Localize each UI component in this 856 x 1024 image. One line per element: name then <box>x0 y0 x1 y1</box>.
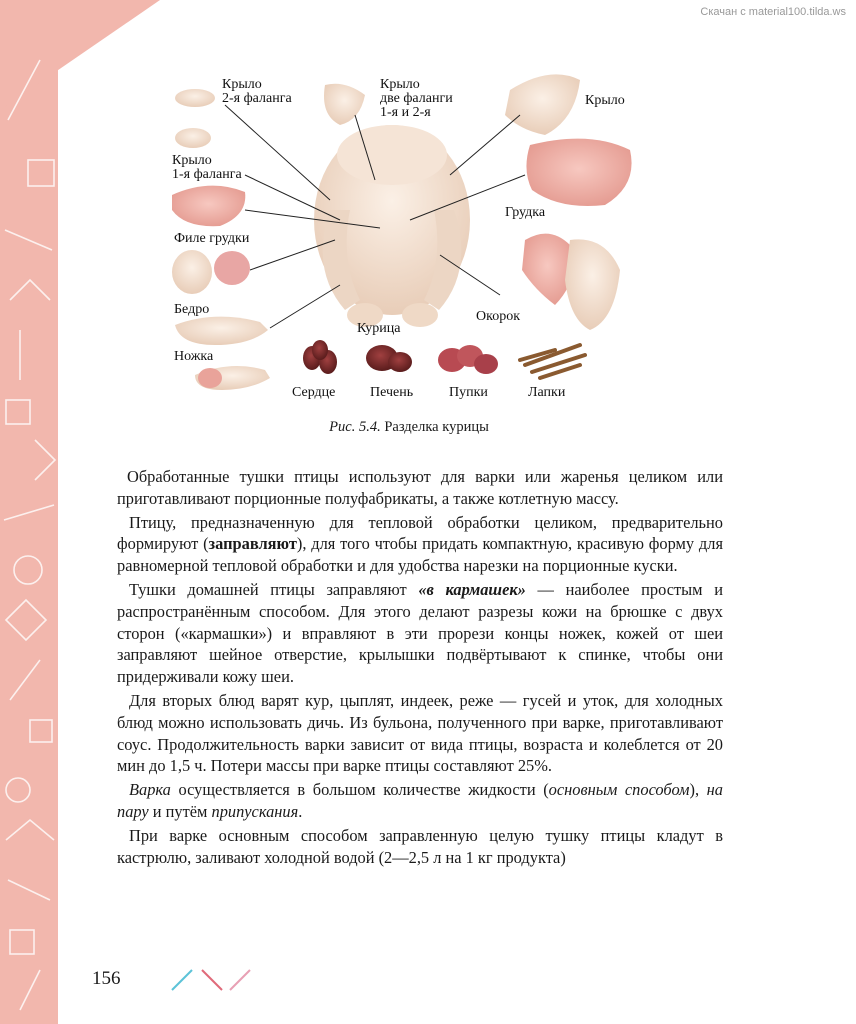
label-chicken: Курица <box>357 321 401 336</box>
label-wing-2nd-phalanx: Крыло 2-я фаланга <box>222 77 292 106</box>
paragraph-3: Тушки домашней птицы заправляют «в кармашек» — наиболее простым и распространённым способом. Для этого делают разрезы кожи на брюшке с двух сторон («кармашки») и вправляют в эти прорези концы ножек, кожей от шеи заправляют шейное отверстие, крылышки подвёртывают к спинке, чтобы они придерживали кожу шеи. <box>117 579 723 687</box>
paragraph-5: Варка осуществляется в большом количестве жидкости (основным способом), на пару и путём припускания. <box>117 780 723 821</box>
liver-image <box>366 345 412 372</box>
label-wing-two-phalanges: Крыло две фаланги 1-я и 2-я <box>380 77 453 120</box>
paragraph-4: Для вторых блюд варят кур, цыплят, индеек, реже — гусей и уток, для холодных блюд можно использовать дичь. Из бульона, полученного при варке, приготавливают соус. Продолжительность варки зависит от вида птицы, возраста и колеблется от 20 мин до 1,5 ч. Потери массы при варке птицы составляют 25%. <box>117 690 723 776</box>
chicken-cutting-figure <box>160 60 640 410</box>
label-breast: Грудка <box>505 205 546 220</box>
page-number-decoration <box>170 968 260 992</box>
gizzard-image <box>438 345 498 374</box>
label-breast-fillet: Филе грудки <box>174 231 250 246</box>
figure-caption <box>0 419 818 436</box>
label-heart: Сердце <box>292 385 336 400</box>
paragraph-6: При варке основным способом заправленную целую тушку птицы кладут в кастрюлю, заливают холодной водой (2—2,5 л на 1 кг продукта) <box>117 825 723 867</box>
paragraph-2: Птицу, предназначенную для тепловой обработки целиком, предварительно формируют (заправляют), для того чтобы придать компактную, красивую форму для равномерной тепловой обработки и для удобства нарезки на порционные куски. <box>117 512 723 576</box>
label-wing: Крыло <box>585 93 625 108</box>
paragraph-1: Обработанные тушки птицы используют для варки или жаренья целиком или приготавливают порционные полуфабрикаты, а также котлетную массу. <box>117 467 723 508</box>
whole-chicken-image <box>314 125 470 327</box>
label-thigh: Бедро <box>174 302 210 317</box>
margin-pattern <box>0 0 60 1024</box>
label-gizzard: Пупки <box>449 385 488 400</box>
label-liver: Печень <box>370 385 414 400</box>
heart-image <box>303 340 337 374</box>
label-leg-quarter: Окорок <box>476 309 521 324</box>
caption-text: Разделка курицы <box>384 419 489 435</box>
feet-image <box>520 345 585 378</box>
label-wing-1st-phalanx: Крыло 1-я фаланга <box>172 153 242 182</box>
label-feet: Лапки <box>528 385 566 400</box>
page-number: 156 <box>92 968 121 989</box>
watermark: Скачан с material100.tilda.ws <box>700 6 846 18</box>
caption-number: Рис. 5.4. <box>329 419 381 435</box>
body-text <box>117 466 723 870</box>
label-drumstick: Ножка <box>174 349 214 364</box>
